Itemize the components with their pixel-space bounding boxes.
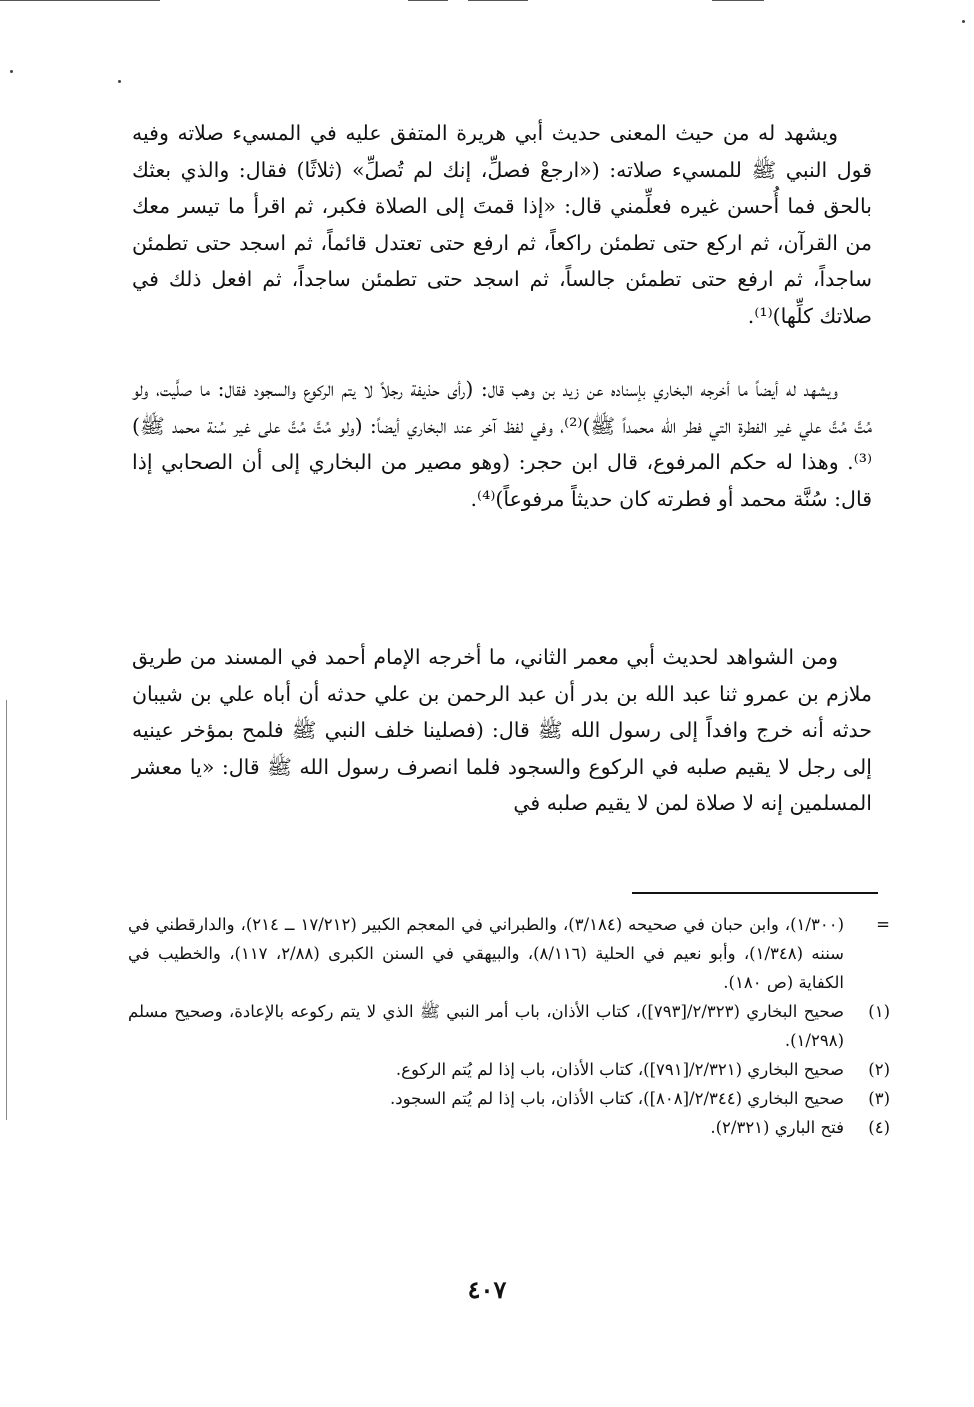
scan-speck [962,20,965,23]
footnote-4 [128,1113,890,1142]
scan-edge-line [0,0,160,1]
footnote-continuation [128,910,890,997]
footnote-marker: = [876,915,890,934]
paragraph-2: ويشهد له أيضاً ما أخرجه البخاري بإسناده عن زيد بن وهب قال: (رأى حذيفة رجلاً لا يتم الركوع والسجود فقال: ما صلَّيت، ولو مُتَّ مُتَّ علي غير الفطرة التي فطر الله محمداً ﷺ)⁽²⁾، وفي لفظ آخر عند البخاري أيضاً: (ولو مُتَّ مُتَّ على غير سُنة محمد ﷺ)⁽³⁾. وهذا له حكم المرفوع، قال ابن حجر: (وهو مصير من البخاري إلى أن الصحابي إذا قال: سُنَّة محمد أو فطرته كان حديثاً مرفوعاً)⁽⁴⁾. [132,377,872,511]
main-text [132,115,872,871]
footnote-1 [128,997,890,1055]
footnotes [128,910,890,1142]
page-number: ٤٠٧ [467,1275,507,1304]
footnote-number: (٤) [868,1118,890,1137]
paragraph-1: ويشهد له من حيث المعنى حديث أبي هريرة المتفق عليه في المسيء صلاته وفيه قول النبي ﷺ للمسيء صلاته: («ارجعْ فصلِّ، إنك لم تُصلِّ» (ثلاثًا) فقال: والذي بعثك بالحق فما أُحسن غيره فعلِّمني قال: «إذا قمتَ إلى الصلاة فكبر، ثم اقرأ ما تيسر معك من القرآن، ثم اركع حتى تطمئن راكعاً، ثم ارفع حتى تعتدل قائماً، ثم اسجد حتى تطمئن ساجداً، ثم ارفع حتى تطمئن جالساً، ثم اسجد حتى تطمئن ساجداً، ثم افعل ذلك في صلاتك كلِّها)⁽¹⁾. [132,121,872,328]
footnote-number: (٣) [868,1089,890,1108]
footnote-3 [128,1084,890,1113]
scan-speck [118,80,121,83]
scan-speck [10,70,13,73]
footnote-number: (٢) [868,1060,890,1079]
footnote-separator [632,892,878,894]
scan-edge-line [468,0,528,1]
footnote-number: (١) [868,1002,890,1021]
paragraph-3: ومن الشواهد لحديث أبي معمر الثاني، ما أخرجه الإمام أحمد في المسند من طريق ملازم بن عمرو ثنا عبد الله بن بدر أن عبد الرحمن بن علي حدثه أن أباه علي بن شيبان حدثه أنه خرج وافداً إلى رسول الله ﷺ قال: (فصلينا خلف النبي ﷺ فلمح بمؤخر عينيه إلى رجل لا يقيم صلبه في الركوع والسجود فلما انصرف رسول الله ﷺ قال: «يا معشر المسلمين إنه لا صلاة لمن لا يقيم صلبه في [132,645,872,815]
scan-side-line [6,700,7,1120]
footnote-text: صحيح البخاري (٢/٣٢٣/[٧٩٣])، كتاب الأذان، باب أمر النبي ﷺ الذي لا يتم ركوعه بالإعادة، وصحيح مسلم (١/٢٩٨). [128,1002,845,1050]
scan-edge-line [408,0,448,1]
footnote-text: صحيح البخاري (٢/٣٤٤/[٨٠٨])، كتاب الأذان، باب إذا لم يُتم السجود. [390,1089,844,1108]
footnote-text: (١/٣٠٠)، وابن حبان في صحيحه (٣/١٨٤)، والطبراني في المعجم الكبير (١٧/٢١٢ ــ ٢١٤)، والدارقطني في سننه (١/٣٤٨)، وأبو نعيم في الحلية (٨/١١٦)، والبيهقي في السنن الكبرى (٢/٨٨، ١١٧)، والخطيب في الكفاية (ص ١٨٠). [128,915,845,992]
footnote-text: فتح الباري (٢/٣٢١). [710,1118,844,1137]
scan-edge-line [712,0,764,1]
footnote-text: صحيح البخاري (٢/٣٢١/[٧٩١])، كتاب الأذان، باب إذا لم يُتم الركوع. [395,1060,844,1079]
footnote-2 [128,1055,890,1084]
